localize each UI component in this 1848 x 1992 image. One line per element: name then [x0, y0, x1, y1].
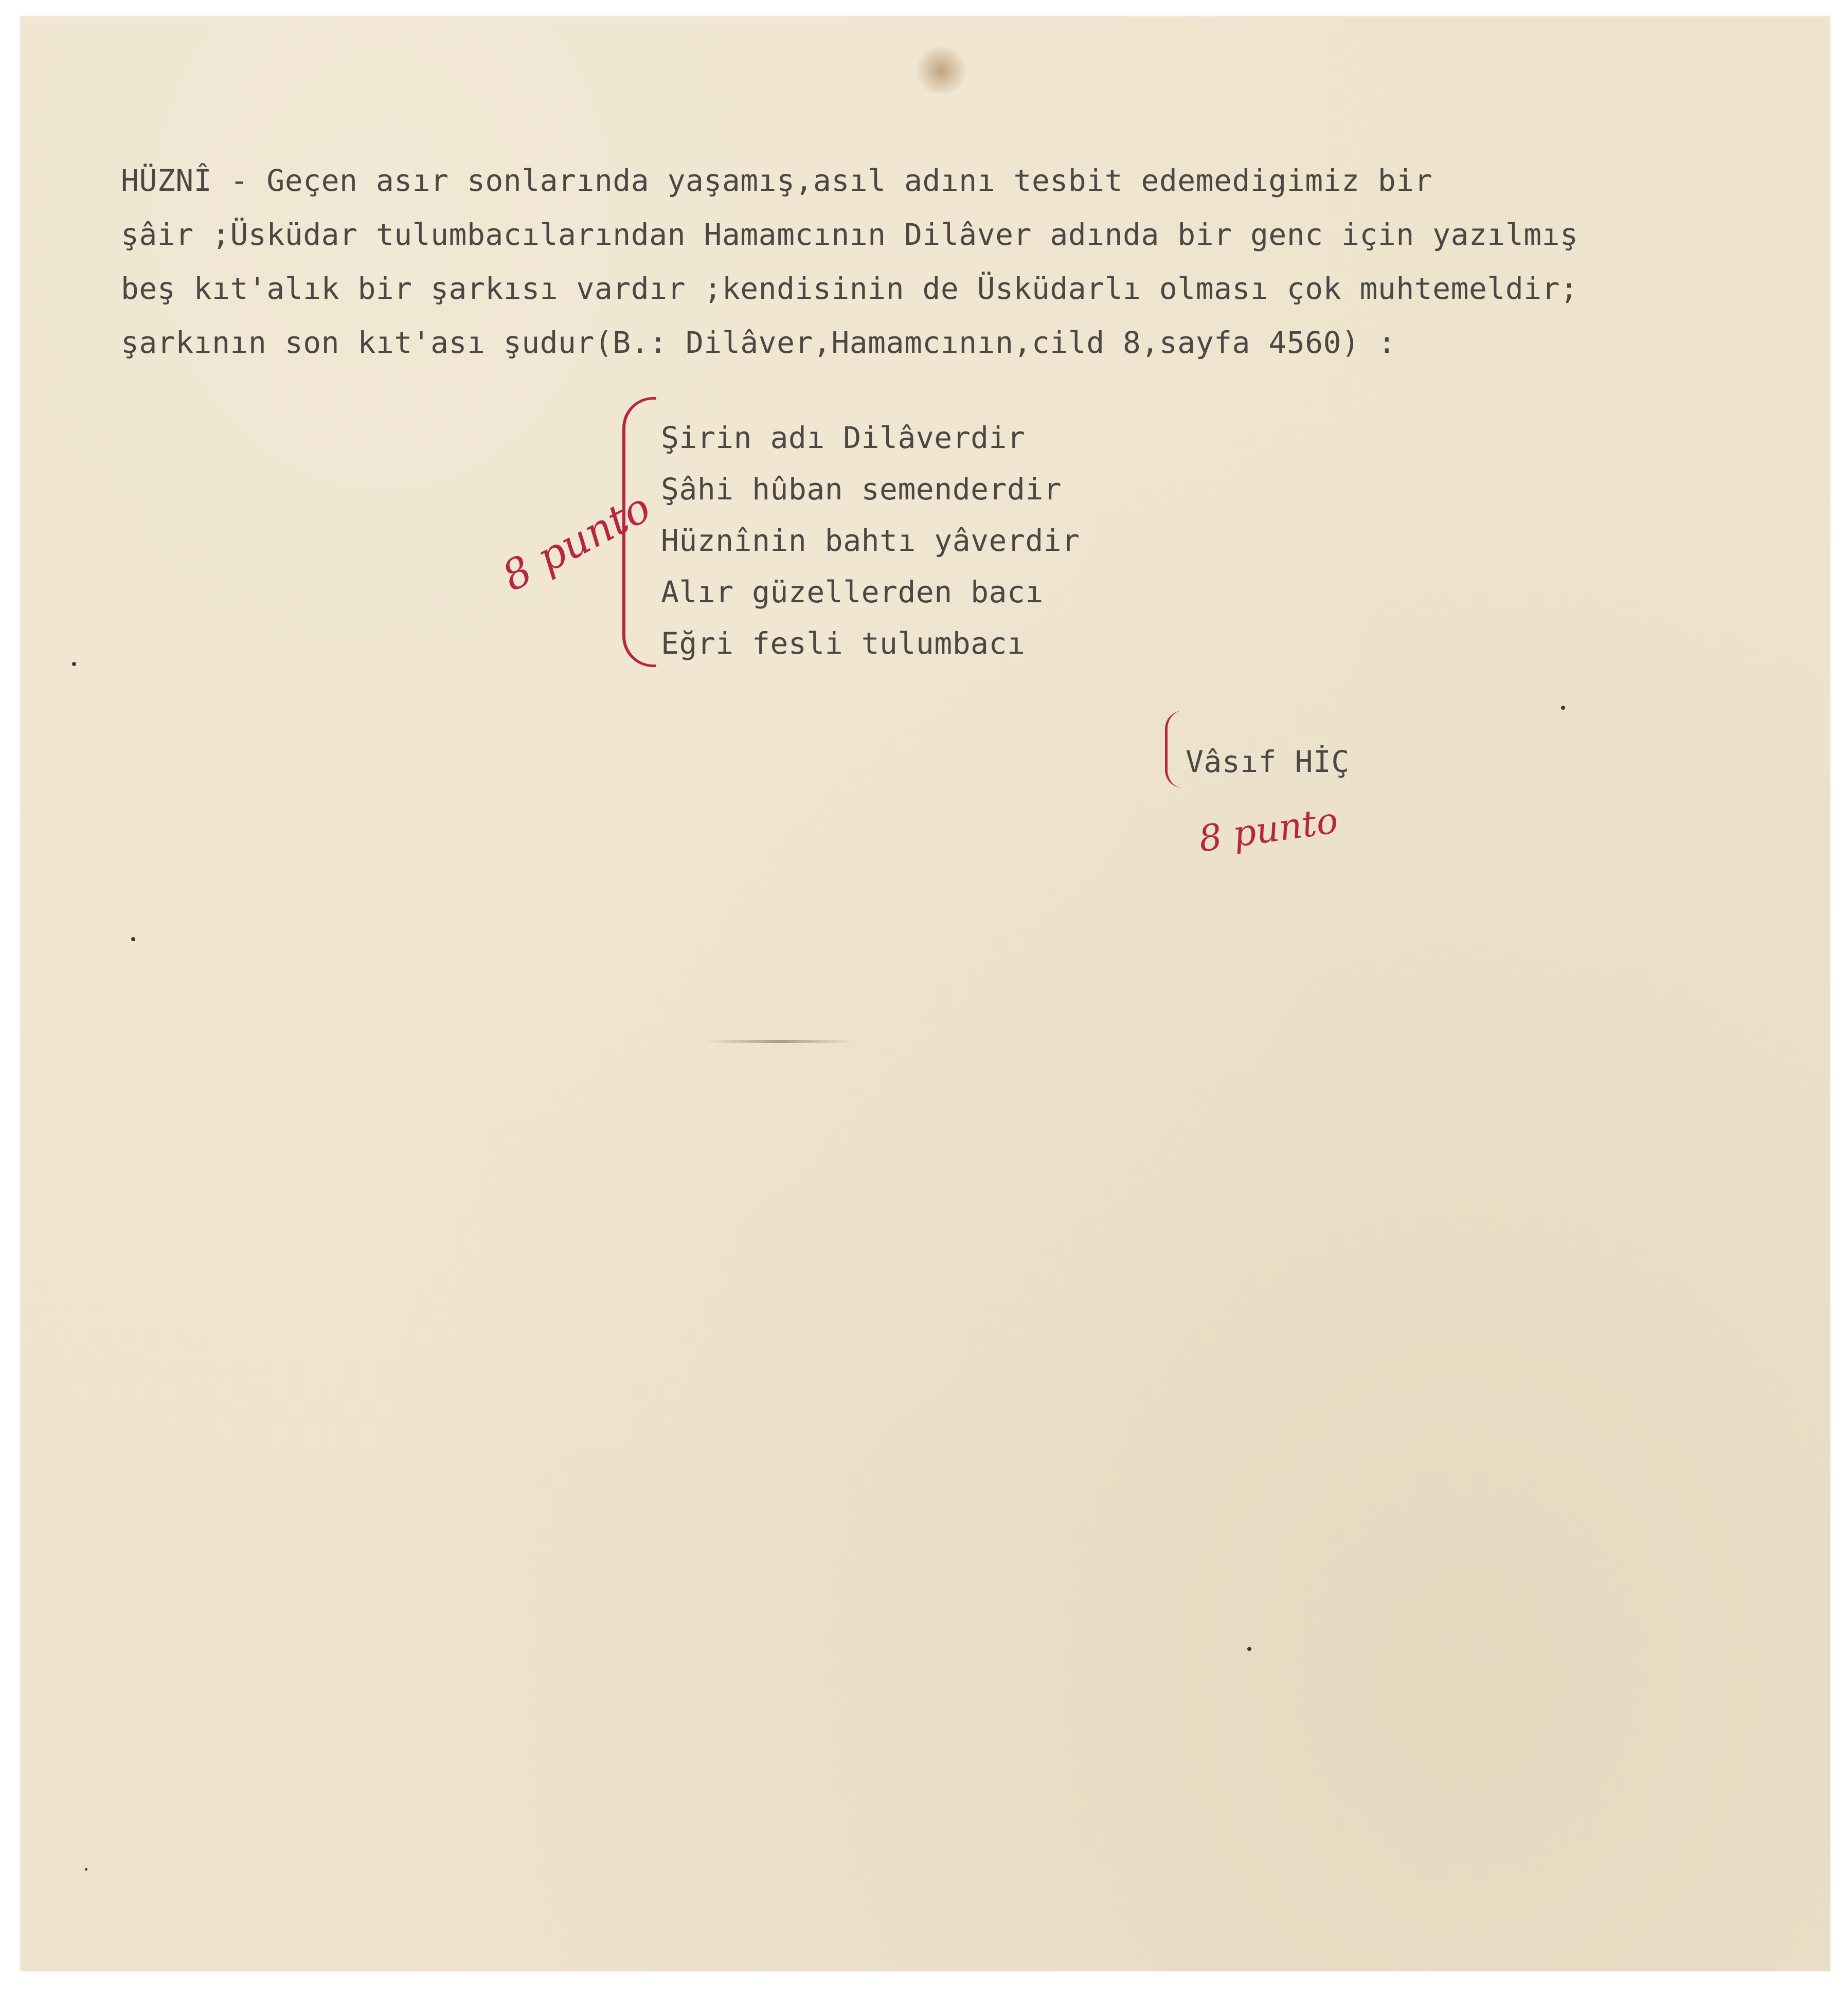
signature-annotation: 8 punto	[1196, 799, 1341, 860]
signature-name: Vâsıf HİÇ	[1186, 744, 1350, 779]
signature-bracket	[1165, 711, 1183, 788]
paragraph-line-3: beş kıt'alık bir şarkısı vardır ;kendisinin de Üsküdarlı olması çok muhtemeldir;	[121, 271, 1578, 306]
paper-speck	[1247, 1647, 1251, 1651]
poem-line-3: Hüznînin bahtı yâverdir	[661, 523, 1080, 558]
paper-speck	[85, 1868, 87, 1871]
poem-line-5: Eğri fesli tulumbacı	[661, 626, 1026, 661]
paper-speck	[72, 662, 76, 666]
paragraph-line-2: şâir ;Üsküdar tulumbacılarından Hamamcının Dilâver adında bir genc için yazılmış	[121, 217, 1578, 252]
poem-line-4: Alır güzellerden bacı	[661, 575, 1044, 609]
paper-speck	[1561, 706, 1565, 710]
paragraph-line-1: HÜZNÎ - Geçen asır sonlarında yaşamış,asıl adını tesbit edemedigimiz bir	[121, 163, 1433, 198]
paper-stain	[913, 47, 970, 94]
paragraph-line-4: şarkının son kıt'ası şudur(B.: Dilâver,Hamamcının,cild 8,sayfa 4560) :	[121, 325, 1396, 360]
paper-speck	[131, 937, 135, 941]
poem-line-2: Şâhi hûban semenderdir	[661, 472, 1062, 507]
paper-crease	[705, 1040, 854, 1043]
document-page	[21, 16, 1830, 1971]
margin-annotation: 8 punto	[494, 483, 658, 601]
poem-line-1: Şirin adı Dilâverdir	[661, 420, 1026, 455]
